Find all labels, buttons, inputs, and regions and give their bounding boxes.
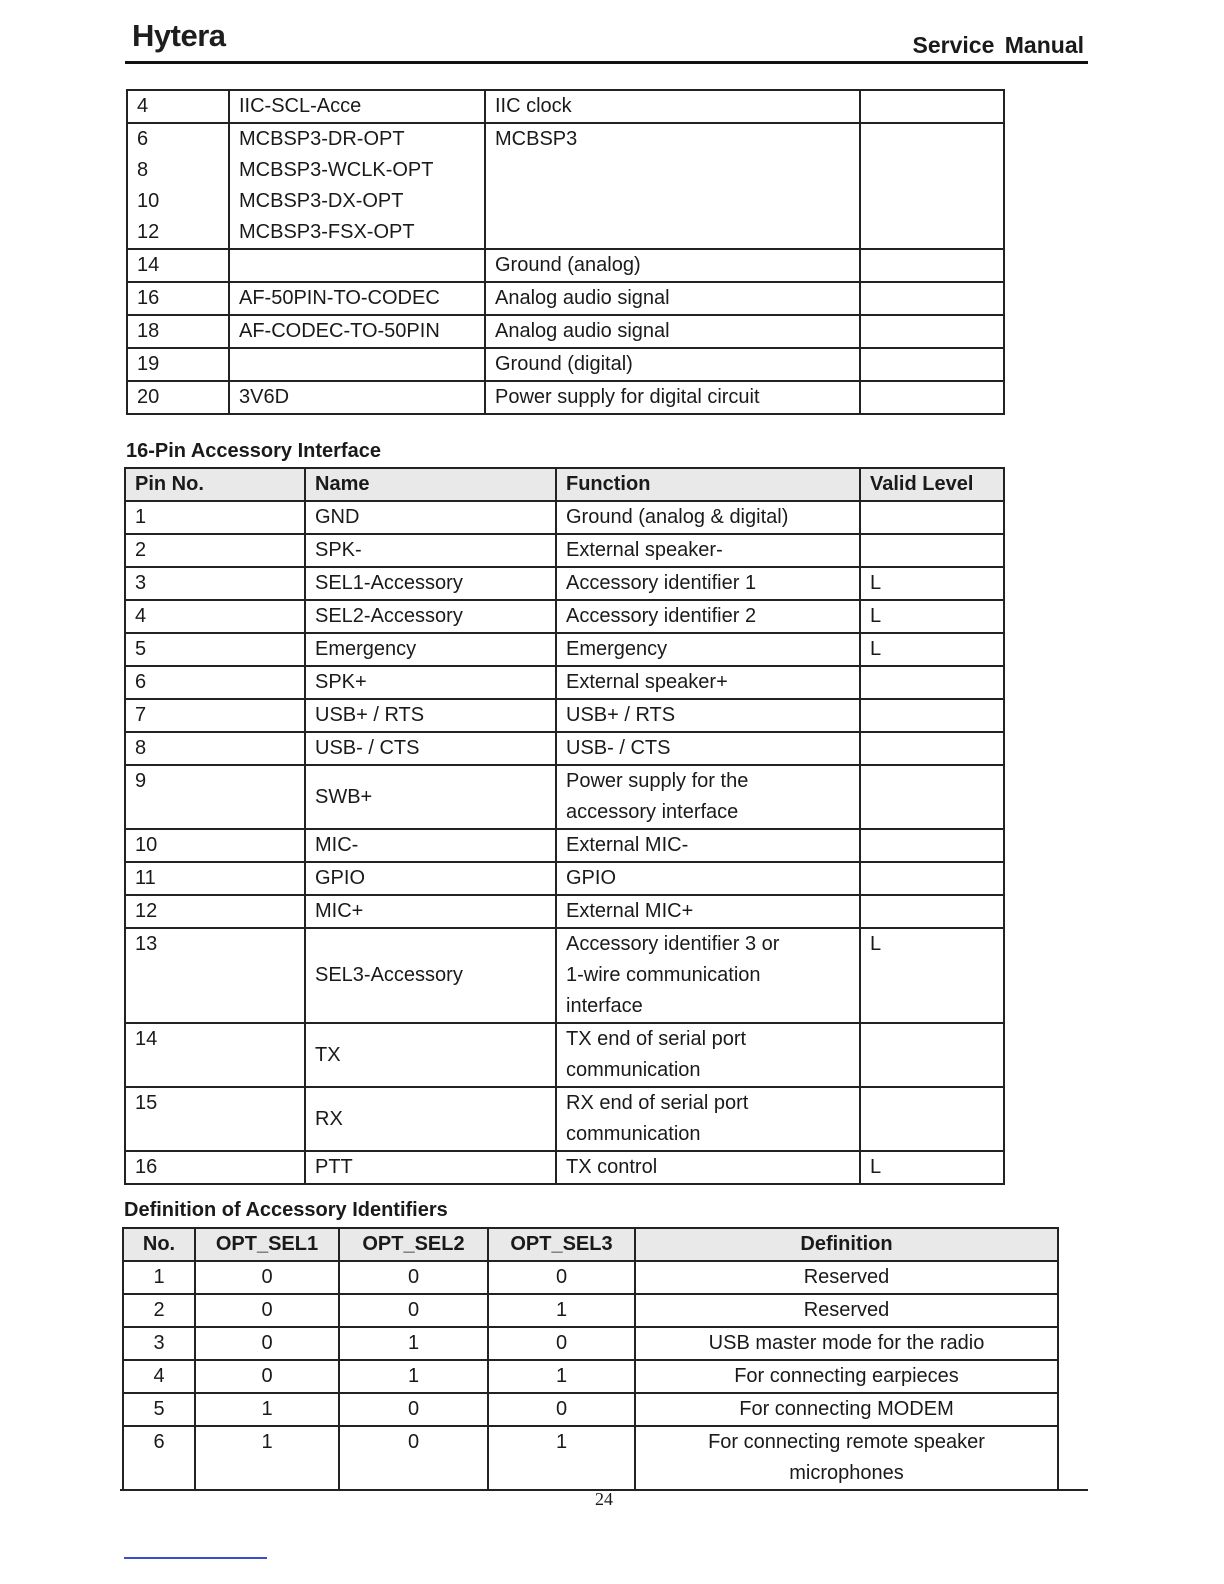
table-cell — [860, 282, 1004, 315]
table-cell: For connecting earpieces — [635, 1360, 1058, 1393]
table-cell: Analog audio signal — [485, 282, 860, 315]
table-row — [125, 732, 1004, 765]
table-cell: MIC- — [305, 829, 556, 862]
table-row — [125, 666, 1004, 699]
table-row — [125, 928, 1004, 1023]
table-cell — [860, 765, 1004, 829]
table-cell: 0 — [339, 1426, 488, 1490]
table-cell: 20 — [127, 381, 229, 414]
table-cell: MCBSP3 — [485, 123, 860, 249]
table-cell: 3 — [125, 567, 305, 600]
table-row — [127, 348, 1004, 381]
column-header: Function — [556, 468, 860, 501]
table-cell: 12 — [125, 895, 305, 928]
table-row — [127, 282, 1004, 315]
table-cell: USB+ / RTS — [305, 699, 556, 732]
brand-logo: Hytera — [132, 18, 226, 53]
table-cell — [860, 90, 1004, 123]
table-cell: 0 — [339, 1294, 488, 1327]
table-cell — [860, 732, 1004, 765]
table-cell: SEL3-Accessory — [305, 928, 556, 1023]
table-cell: 13 — [125, 928, 305, 1023]
table-cell: 1 — [488, 1294, 635, 1327]
accessory-identifier-table — [122, 1227, 1059, 1491]
table-cell: Accessory identifier 1 — [556, 567, 860, 600]
column-header: Definition — [635, 1228, 1058, 1261]
table-cell: 6 — [125, 666, 305, 699]
table-cell — [860, 895, 1004, 928]
table-row — [125, 501, 1004, 534]
table-cell: 1 — [339, 1360, 488, 1393]
column-header: OPT_SEL2 — [339, 1228, 488, 1261]
table-cell: Analog audio signal — [485, 315, 860, 348]
table-cell — [860, 315, 1004, 348]
table-cell: 6 — [123, 1426, 195, 1490]
table-cell — [860, 501, 1004, 534]
table-cell: L — [860, 928, 1004, 1023]
table-cell: Power supply for digital circuit — [485, 381, 860, 414]
table-cell: USB+ / RTS — [556, 699, 860, 732]
table-cell: For connecting remote speaker microphones — [635, 1426, 1058, 1490]
table-row — [127, 381, 1004, 414]
table-cell: GPIO — [305, 862, 556, 895]
section-title-identifiers: Definition of Accessory Identifiers — [124, 1199, 448, 1221]
table-cell: Emergency — [305, 633, 556, 666]
table-row — [123, 1426, 1058, 1490]
column-header: Valid Level — [860, 468, 1004, 501]
table-cell: 19 — [127, 348, 229, 381]
table-cell — [860, 123, 1004, 249]
table-cell — [860, 862, 1004, 895]
table-cell: SEL1-Accessory — [305, 567, 556, 600]
table-cell: External speaker- — [556, 534, 860, 567]
table-cell: Power supply for the accessory interface — [556, 765, 860, 829]
table-cell: Ground (digital) — [485, 348, 860, 381]
table-cell — [860, 829, 1004, 862]
table-cell: For connecting MODEM — [635, 1393, 1058, 1426]
table-cell: L — [860, 633, 1004, 666]
table-cell: USB master mode for the radio — [635, 1327, 1058, 1360]
table-cell — [860, 381, 1004, 414]
table-cell: IIC clock — [485, 90, 860, 123]
table-row — [123, 1360, 1058, 1393]
table-cell: MIC+ — [305, 895, 556, 928]
table-cell: 0 — [195, 1327, 339, 1360]
table-cell: 16 — [125, 1151, 305, 1184]
column-header: Pin No. — [125, 468, 305, 501]
table-cell: 3 — [123, 1327, 195, 1360]
table-cell: 0 — [488, 1327, 635, 1360]
table-cell: GPIO — [556, 862, 860, 895]
table-cell: 11 — [125, 862, 305, 895]
table-cell: 8 — [125, 732, 305, 765]
table-cell: 14 — [125, 1023, 305, 1087]
table-cell: TX end of serial port communication — [556, 1023, 860, 1087]
table-cell: 1 — [123, 1261, 195, 1294]
table-cell: 1 — [195, 1393, 339, 1426]
table-cell: 5 — [123, 1393, 195, 1426]
table-cell: 3V6D — [229, 381, 485, 414]
table-cell: L — [860, 1151, 1004, 1184]
table-cell: AF-CODEC-TO-50PIN — [229, 315, 485, 348]
link-underline — [124, 1557, 267, 1559]
table-cell: USB- / CTS — [556, 732, 860, 765]
table-row — [123, 1327, 1058, 1360]
table-row — [125, 862, 1004, 895]
table-cell: TX — [305, 1023, 556, 1087]
table-cell: SPK+ — [305, 666, 556, 699]
pin-table-continued — [126, 89, 1005, 415]
table-cell: 5 — [125, 633, 305, 666]
table-cell: Reserved — [635, 1261, 1058, 1294]
header-rule — [125, 61, 1088, 64]
table-cell: Ground (analog & digital) — [556, 501, 860, 534]
table-cell: RX — [305, 1087, 556, 1151]
column-header: No. — [123, 1228, 195, 1261]
table-row — [125, 534, 1004, 567]
table-row — [127, 90, 1004, 123]
page-number: 24 — [595, 1489, 613, 1509]
table-cell: Ground (analog) — [485, 249, 860, 282]
table-cell: External MIC- — [556, 829, 860, 862]
table-cell: MCBSP3-DR-OPT MCBSP3-WCLK-OPT MCBSP3-DX-OPT MCBSP3-FSX-OPT — [229, 123, 485, 249]
table-row — [125, 1151, 1004, 1184]
table-cell — [860, 348, 1004, 381]
table-cell: 15 — [125, 1087, 305, 1151]
table-cell: GND — [305, 501, 556, 534]
table-cell: PTT — [305, 1151, 556, 1184]
table-row — [125, 600, 1004, 633]
table-cell: 6 8 10 12 — [127, 123, 229, 249]
table-cell: External speaker+ — [556, 666, 860, 699]
table-cell: 0 — [195, 1360, 339, 1393]
column-header: Name — [305, 468, 556, 501]
table-cell: L — [860, 567, 1004, 600]
table-row — [123, 1294, 1058, 1327]
table-row — [123, 1261, 1058, 1294]
table-cell — [860, 534, 1004, 567]
table-cell: 1 — [125, 501, 305, 534]
table-cell: AF-50PIN-TO-CODEC — [229, 282, 485, 315]
table-cell: Reserved — [635, 1294, 1058, 1327]
table-cell: 14 — [127, 249, 229, 282]
table-row — [125, 633, 1004, 666]
document-title: Service Manual — [912, 32, 1084, 58]
table-cell — [860, 1087, 1004, 1151]
table-cell — [860, 699, 1004, 732]
table-cell: Accessory identifier 2 — [556, 600, 860, 633]
table-row — [127, 315, 1004, 348]
table-header-row — [123, 1228, 1058, 1261]
table-cell: 0 — [339, 1393, 488, 1426]
table-cell: Emergency — [556, 633, 860, 666]
table-cell: 0 — [339, 1261, 488, 1294]
table-row — [127, 249, 1004, 282]
table-cell — [229, 348, 485, 381]
table-cell: SPK- — [305, 534, 556, 567]
table-row — [125, 1023, 1004, 1087]
table-row — [125, 829, 1004, 862]
table-cell: IIC-SCL-Acce — [229, 90, 485, 123]
table-row — [125, 1087, 1004, 1151]
table-row — [125, 895, 1004, 928]
accessory-interface-table — [124, 467, 1005, 1185]
table-row — [123, 1393, 1058, 1426]
table-cell: 10 — [125, 829, 305, 862]
table-row — [125, 567, 1004, 600]
table-cell: 2 — [123, 1294, 195, 1327]
table-row — [125, 765, 1004, 829]
table-cell: SEL2-Accessory — [305, 600, 556, 633]
table-cell: 7 — [125, 699, 305, 732]
table-cell: 4 — [125, 600, 305, 633]
table-cell — [860, 249, 1004, 282]
table-cell: External MIC+ — [556, 895, 860, 928]
table-cell: 0 — [488, 1261, 635, 1294]
table-cell: 16 — [127, 282, 229, 315]
column-header: OPT_SEL3 — [488, 1228, 635, 1261]
section-title-16pin: 16-Pin Accessory Interface — [126, 440, 381, 462]
table-cell: 1 — [488, 1360, 635, 1393]
table-row — [127, 123, 1004, 249]
table-cell: 4 — [123, 1360, 195, 1393]
table-cell: L — [860, 600, 1004, 633]
table-cell: 0 — [195, 1261, 339, 1294]
table-cell: 1 — [339, 1327, 488, 1360]
column-header: OPT_SEL1 — [195, 1228, 339, 1261]
table-cell: 0 — [488, 1393, 635, 1426]
table-cell: 18 — [127, 315, 229, 348]
table-cell: 2 — [125, 534, 305, 567]
table-cell: RX end of serial port communication — [556, 1087, 860, 1151]
table-cell: SWB+ — [305, 765, 556, 829]
table-cell: 4 — [127, 90, 229, 123]
table-cell — [860, 1023, 1004, 1087]
table-cell: TX control — [556, 1151, 860, 1184]
table-cell: 9 — [125, 765, 305, 829]
table-cell: 0 — [195, 1294, 339, 1327]
table-cell: Accessory identifier 3 or 1-wire communication interface — [556, 928, 860, 1023]
table-cell: 1 — [195, 1426, 339, 1490]
table-row — [125, 699, 1004, 732]
table-cell — [229, 249, 485, 282]
table-cell: 1 — [488, 1426, 635, 1490]
table-header-row — [125, 468, 1004, 501]
table-cell — [860, 666, 1004, 699]
table-cell: USB- / CTS — [305, 732, 556, 765]
